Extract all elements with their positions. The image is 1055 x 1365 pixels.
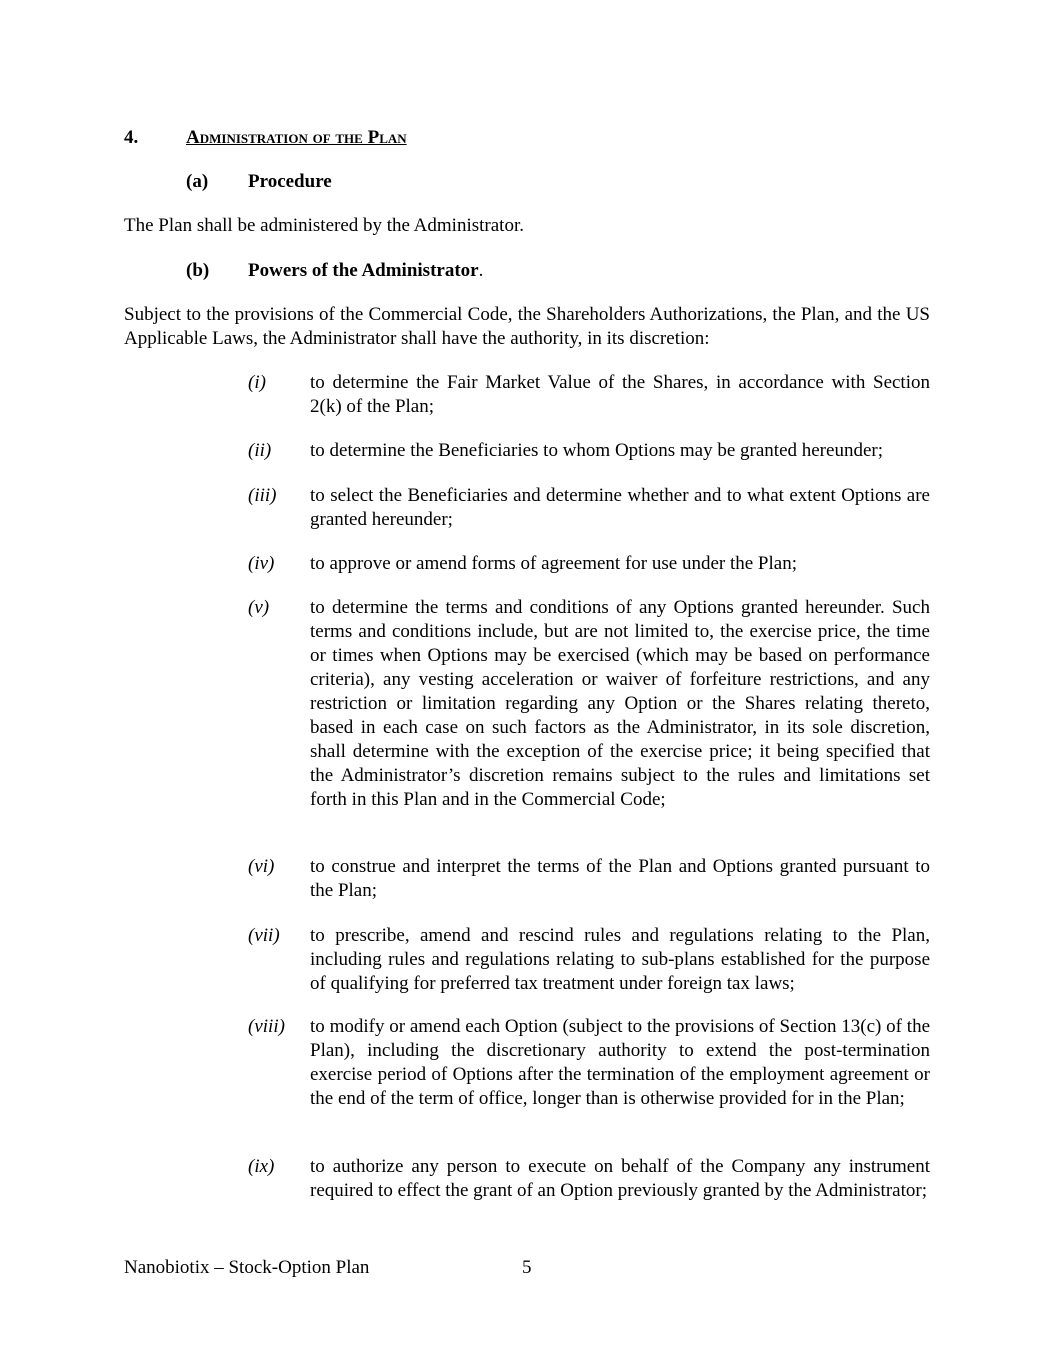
- subsection-a-title: Procedure: [248, 171, 332, 192]
- list-item-number: (vi): [248, 856, 275, 877]
- subsection-b-title: Powers of the Administrator: [248, 260, 479, 281]
- list-item: [248, 924, 930, 996]
- page-number: 5: [522, 1257, 532, 1278]
- list-item-number: (v): [248, 597, 270, 618]
- list-item-number: (ii): [248, 440, 272, 461]
- list-item-text: to determine the Beneficiaries to whom Options may be granted hereunder;: [310, 440, 883, 461]
- list-item-number: (viii): [248, 1016, 285, 1037]
- list-item: [248, 1015, 930, 1111]
- list-item: [248, 371, 930, 419]
- list-item: [248, 439, 930, 463]
- procedure-paragraph: The Plan shall be administered by the Administrator.: [124, 215, 524, 236]
- section-heading: [124, 126, 407, 150]
- list-item-text: to prescribe, amend and rescind rules and regulations relating to the Plan, including rules and regulations relating to sub-plans established for the purpose of qualifying for preferred tax treatment under foreign tax laws;: [310, 925, 930, 994]
- subsection-b-title-period: .: [478, 260, 484, 281]
- list-item-text: to determine the Fair Market Value of the Shares, in accordance with Section 2(k) of the Plan;: [310, 372, 930, 417]
- powers-intro-paragraph: Subject to the provisions of the Commercial Code, the Shareholders Authorizations, the Plan, and the US Applicable Laws, the Administrator shall have the authority, in its discretion:: [124, 304, 930, 349]
- list-item-text: to approve or amend forms of agreement for use under the Plan;: [310, 553, 797, 574]
- list-item-text: to determine the terms and conditions of any Options granted hereunder. Such terms and conditions include, but are not limited to, the exercise price, the time or times when Options may be exercised (which may be based on performance criteria), any vesting acceleration or waiver of forfeiture restrictions, and any restriction or limitation regarding any Option or the Shares relating thereto, based in each case on such factors as the Administrator, in its sole discretion, shall determine with the exception of the exercise price; it being specified that the Administrator’s discretion remains subject to the rules and limitations set forth in this Plan and in the Commercial Code;: [310, 597, 930, 810]
- subsection-b-heading: [186, 259, 483, 283]
- list-item-number: (vii): [248, 925, 280, 946]
- list-item: [248, 596, 930, 812]
- list-item: [248, 1155, 930, 1203]
- list-item: [248, 855, 930, 903]
- subsection-a-heading: [186, 170, 332, 194]
- list-item-number: (ix): [248, 1156, 275, 1177]
- list-item: [248, 484, 930, 532]
- list-item-text: to select the Beneficiaries and determine whether and to what extent Options are granted hereunder;: [310, 485, 930, 530]
- section-number: 4.: [124, 127, 139, 148]
- subsection-b-label: (b): [186, 260, 210, 281]
- list-item-text: to construe and interpret the terms of the Plan and Options granted pursuant to the Plan;: [310, 856, 930, 901]
- footer-title: Nanobiotix – Stock-Option Plan: [124, 1257, 370, 1278]
- list-item-number: (iii): [248, 485, 277, 506]
- list-item-text: to modify or amend each Option (subject to the provisions of Section 13(c) of the Plan), including the discretionary authority to extend the post-termination exercise period of Options after the termination of the employment agreement or the end of the term of office, longer than is otherwise provided for in the Plan;: [310, 1016, 930, 1109]
- list-item-text: to authorize any person to execute on behalf of the Company any instrument required to effect the grant of an Option previously granted by the Administrator;: [310, 1156, 930, 1201]
- section-title: Administration of the Plan: [186, 127, 407, 148]
- subsection-a-label: (a): [186, 171, 209, 192]
- list-item-number: (i): [248, 372, 266, 393]
- list-item: [248, 552, 930, 576]
- list-item-number: (iv): [248, 553, 275, 574]
